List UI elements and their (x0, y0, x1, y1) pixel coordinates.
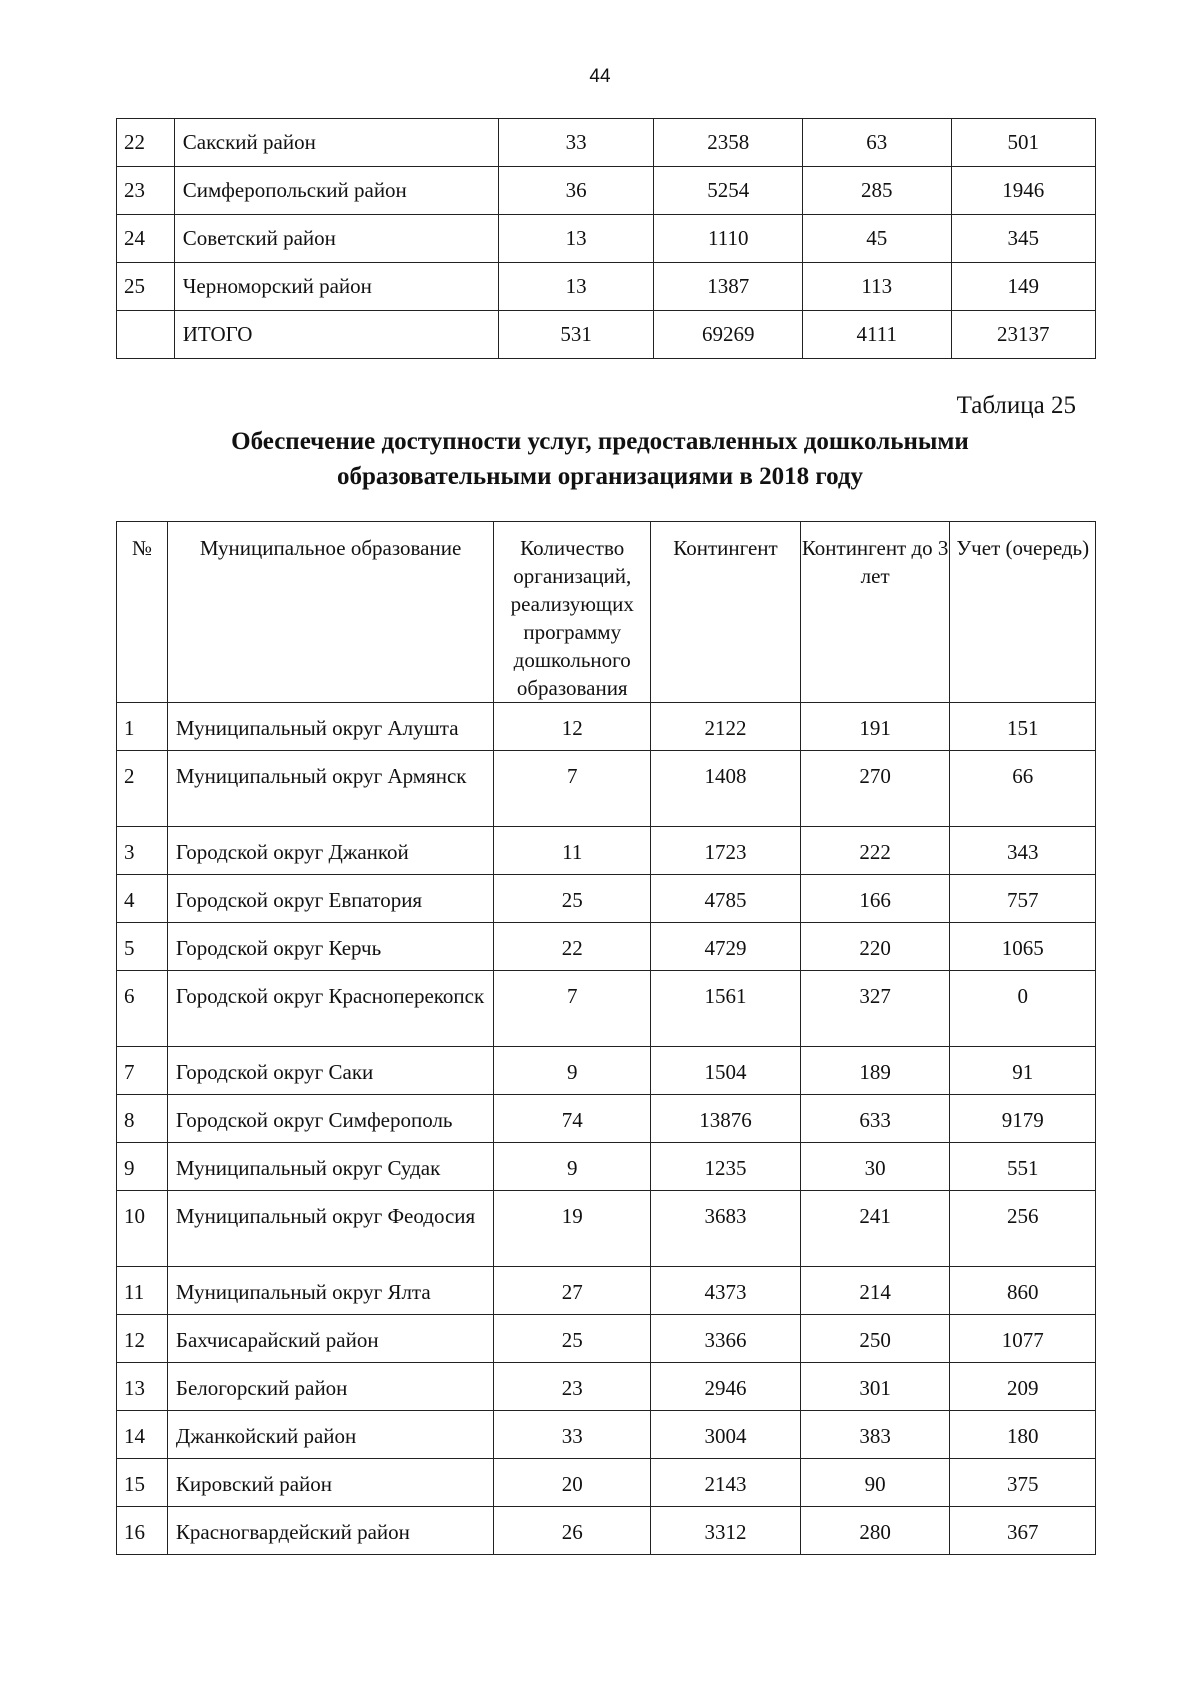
table-row (117, 875, 1096, 923)
cell-orgs: 13 (498, 263, 654, 311)
table-row (117, 971, 1096, 1047)
cell-contingent: 3312 (651, 1507, 801, 1555)
cell-orgs: 36 (498, 167, 654, 215)
cell-queue: 860 (950, 1267, 1096, 1315)
cell-queue: 1065 (950, 923, 1096, 971)
cell-num: 3 (117, 827, 168, 875)
cell-under3: 4111 (803, 311, 952, 359)
cell-contingent: 1723 (651, 827, 801, 875)
cell-orgs: 20 (494, 1459, 651, 1507)
table-row (117, 1143, 1096, 1191)
cell-under3: 633 (800, 1095, 950, 1143)
cell-orgs: 7 (494, 751, 651, 827)
cell-under3: 241 (800, 1191, 950, 1267)
table-row (117, 311, 1096, 359)
cell-num: 14 (117, 1411, 168, 1459)
cell-queue: 757 (950, 875, 1096, 923)
cell-num: 8 (117, 1095, 168, 1143)
cell-contingent: 3366 (651, 1315, 801, 1363)
cell-name: Бахчисарайский район (167, 1315, 493, 1363)
header-name: Муниципальное образование (167, 522, 493, 703)
cell-num: 11 (117, 1267, 168, 1315)
cell-contingent: 1387 (654, 263, 803, 311)
cell-queue: 367 (950, 1507, 1096, 1555)
cell-name: Городской округ Джанкой (167, 827, 493, 875)
cell-under3: 270 (800, 751, 950, 827)
cell-queue: 0 (950, 971, 1096, 1047)
table-row (117, 119, 1096, 167)
header-under3: Контингент до 3 лет (800, 522, 950, 703)
title-line-2: образовательными организациями в 2018 году (336, 463, 864, 490)
cell-num: 6 (117, 971, 168, 1047)
cell-name: Городской округ Симферополь (167, 1095, 493, 1143)
cell-contingent: 1504 (651, 1047, 801, 1095)
table-row (117, 751, 1096, 827)
cell-orgs: 25 (494, 875, 651, 923)
cell-under3: 327 (800, 971, 950, 1047)
continued-table (116, 118, 1096, 359)
cell-contingent: 4373 (651, 1267, 801, 1315)
table-row (117, 1315, 1096, 1363)
cell-contingent: 1235 (651, 1143, 801, 1191)
cell-queue: 9179 (950, 1095, 1096, 1143)
cell-queue: 375 (950, 1459, 1096, 1507)
header-contingent: Контингент (651, 522, 801, 703)
cell-orgs: 9 (494, 1047, 651, 1095)
cell-under3: 90 (800, 1459, 950, 1507)
cell-queue: 180 (950, 1411, 1096, 1459)
cell-under3: 222 (800, 827, 950, 875)
cell-queue: 345 (951, 215, 1095, 263)
table-row (117, 827, 1096, 875)
cell-num: 5 (117, 923, 168, 971)
cell-contingent: 13876 (651, 1095, 801, 1143)
cell-queue: 256 (950, 1191, 1096, 1267)
table-row (117, 703, 1096, 751)
table-row (117, 263, 1096, 311)
cell-queue: 91 (950, 1047, 1096, 1095)
table-row (117, 1047, 1096, 1095)
cell-contingent: 5254 (654, 167, 803, 215)
cell-num (117, 311, 175, 359)
cell-contingent: 4785 (651, 875, 801, 923)
cell-orgs: 27 (494, 1267, 651, 1315)
cell-queue: 151 (950, 703, 1096, 751)
cell-contingent: 2358 (654, 119, 803, 167)
cell-num: 16 (117, 1507, 168, 1555)
cell-contingent: 2946 (651, 1363, 801, 1411)
cell-name: Белогорский район (167, 1363, 493, 1411)
cell-num: 1 (117, 703, 168, 751)
table-row (117, 923, 1096, 971)
cell-contingent: 1408 (651, 751, 801, 827)
table-row (117, 1095, 1096, 1143)
cell-num: 9 (117, 1143, 168, 1191)
cell-contingent: 3683 (651, 1191, 801, 1267)
table-row (117, 1267, 1096, 1315)
cell-name: Кировский район (167, 1459, 493, 1507)
cell-queue: 149 (951, 263, 1095, 311)
table-row (117, 1191, 1096, 1267)
cell-queue: 501 (951, 119, 1095, 167)
cell-orgs: 7 (494, 971, 651, 1047)
cell-under3: 220 (800, 923, 950, 971)
cell-name: Муниципальный округ Феодосия (167, 1191, 493, 1267)
cell-num: 25 (117, 263, 175, 311)
table-row (117, 215, 1096, 263)
cell-contingent: 1110 (654, 215, 803, 263)
cell-num: 24 (117, 215, 175, 263)
title-line-1: Обеспечение доступности услуг, предоставленных дошкольными (231, 428, 969, 455)
cell-orgs: 9 (494, 1143, 651, 1191)
cell-orgs: 25 (494, 1315, 651, 1363)
cell-under3: 63 (803, 119, 952, 167)
cell-under3: 189 (800, 1047, 950, 1095)
cell-under3: 285 (803, 167, 952, 215)
header-queue: Учет (очередь) (950, 522, 1096, 703)
cell-name: Симферопольский район (174, 167, 498, 215)
cell-orgs: 74 (494, 1095, 651, 1143)
table-row (117, 1411, 1096, 1459)
cell-name: Муниципальный округ Ялта (167, 1267, 493, 1315)
cell-name: Черноморский район (174, 263, 498, 311)
table-row (117, 1507, 1096, 1555)
header-orgs: Количество организаций, реализующих программу дошкольного образования (494, 522, 651, 703)
cell-under3: 250 (800, 1315, 950, 1363)
cell-num: 15 (117, 1459, 168, 1507)
cell-name: ИТОГО (174, 311, 498, 359)
cell-num: 12 (117, 1315, 168, 1363)
cell-orgs: 11 (494, 827, 651, 875)
cell-orgs: 13 (498, 215, 654, 263)
table-row (117, 167, 1096, 215)
cell-under3: 301 (800, 1363, 950, 1411)
table-label: Таблица 25 (956, 392, 1076, 419)
cell-orgs: 19 (494, 1191, 651, 1267)
cell-orgs: 22 (494, 923, 651, 971)
cell-orgs: 12 (494, 703, 651, 751)
cell-contingent: 2122 (651, 703, 801, 751)
header-num: № (117, 522, 168, 703)
cell-contingent: 2143 (651, 1459, 801, 1507)
cell-under3: 113 (803, 263, 952, 311)
cell-name: Сакский район (174, 119, 498, 167)
cell-queue: 23137 (951, 311, 1095, 359)
cell-contingent: 4729 (651, 923, 801, 971)
cell-name: Городской округ Красноперекопск (167, 971, 493, 1047)
cell-queue: 66 (950, 751, 1096, 827)
cell-num: 23 (117, 167, 175, 215)
cell-num: 10 (117, 1191, 168, 1267)
cell-name: Городской округ Керчь (167, 923, 493, 971)
table-title (0, 424, 1200, 494)
table-row (117, 1363, 1096, 1411)
cell-queue: 1077 (950, 1315, 1096, 1363)
cell-name: Джанкойский район (167, 1411, 493, 1459)
cell-num: 7 (117, 1047, 168, 1095)
cell-queue: 1946 (951, 167, 1095, 215)
cell-under3: 191 (800, 703, 950, 751)
cell-name: Советский район (174, 215, 498, 263)
cell-name: Городской округ Евпатория (167, 875, 493, 923)
cell-queue: 209 (950, 1363, 1096, 1411)
cell-num: 4 (117, 875, 168, 923)
cell-under3: 45 (803, 215, 952, 263)
cell-contingent: 69269 (654, 311, 803, 359)
cell-contingent: 1561 (651, 971, 801, 1047)
header-row (117, 522, 1096, 703)
cell-orgs: 33 (494, 1411, 651, 1459)
cell-name: Муниципальный округ Судак (167, 1143, 493, 1191)
table-row (117, 1459, 1096, 1507)
cell-queue: 343 (950, 827, 1096, 875)
cell-under3: 280 (800, 1507, 950, 1555)
cell-name: Муниципальный округ Армянск (167, 751, 493, 827)
cell-under3: 30 (800, 1143, 950, 1191)
cell-name: Красногвардейский район (167, 1507, 493, 1555)
cell-orgs: 531 (498, 311, 654, 359)
cell-queue: 551 (950, 1143, 1096, 1191)
cell-orgs: 23 (494, 1363, 651, 1411)
cell-name: Муниципальный округ Алушта (167, 703, 493, 751)
cell-name: Городской округ Саки (167, 1047, 493, 1095)
cell-num: 2 (117, 751, 168, 827)
cell-under3: 214 (800, 1267, 950, 1315)
preschool-table (116, 521, 1096, 1555)
page-number: 44 (589, 66, 611, 87)
cell-contingent: 3004 (651, 1411, 801, 1459)
cell-num: 22 (117, 119, 175, 167)
cell-num: 13 (117, 1363, 168, 1411)
cell-orgs: 26 (494, 1507, 651, 1555)
cell-under3: 383 (800, 1411, 950, 1459)
cell-under3: 166 (800, 875, 950, 923)
cell-orgs: 33 (498, 119, 654, 167)
